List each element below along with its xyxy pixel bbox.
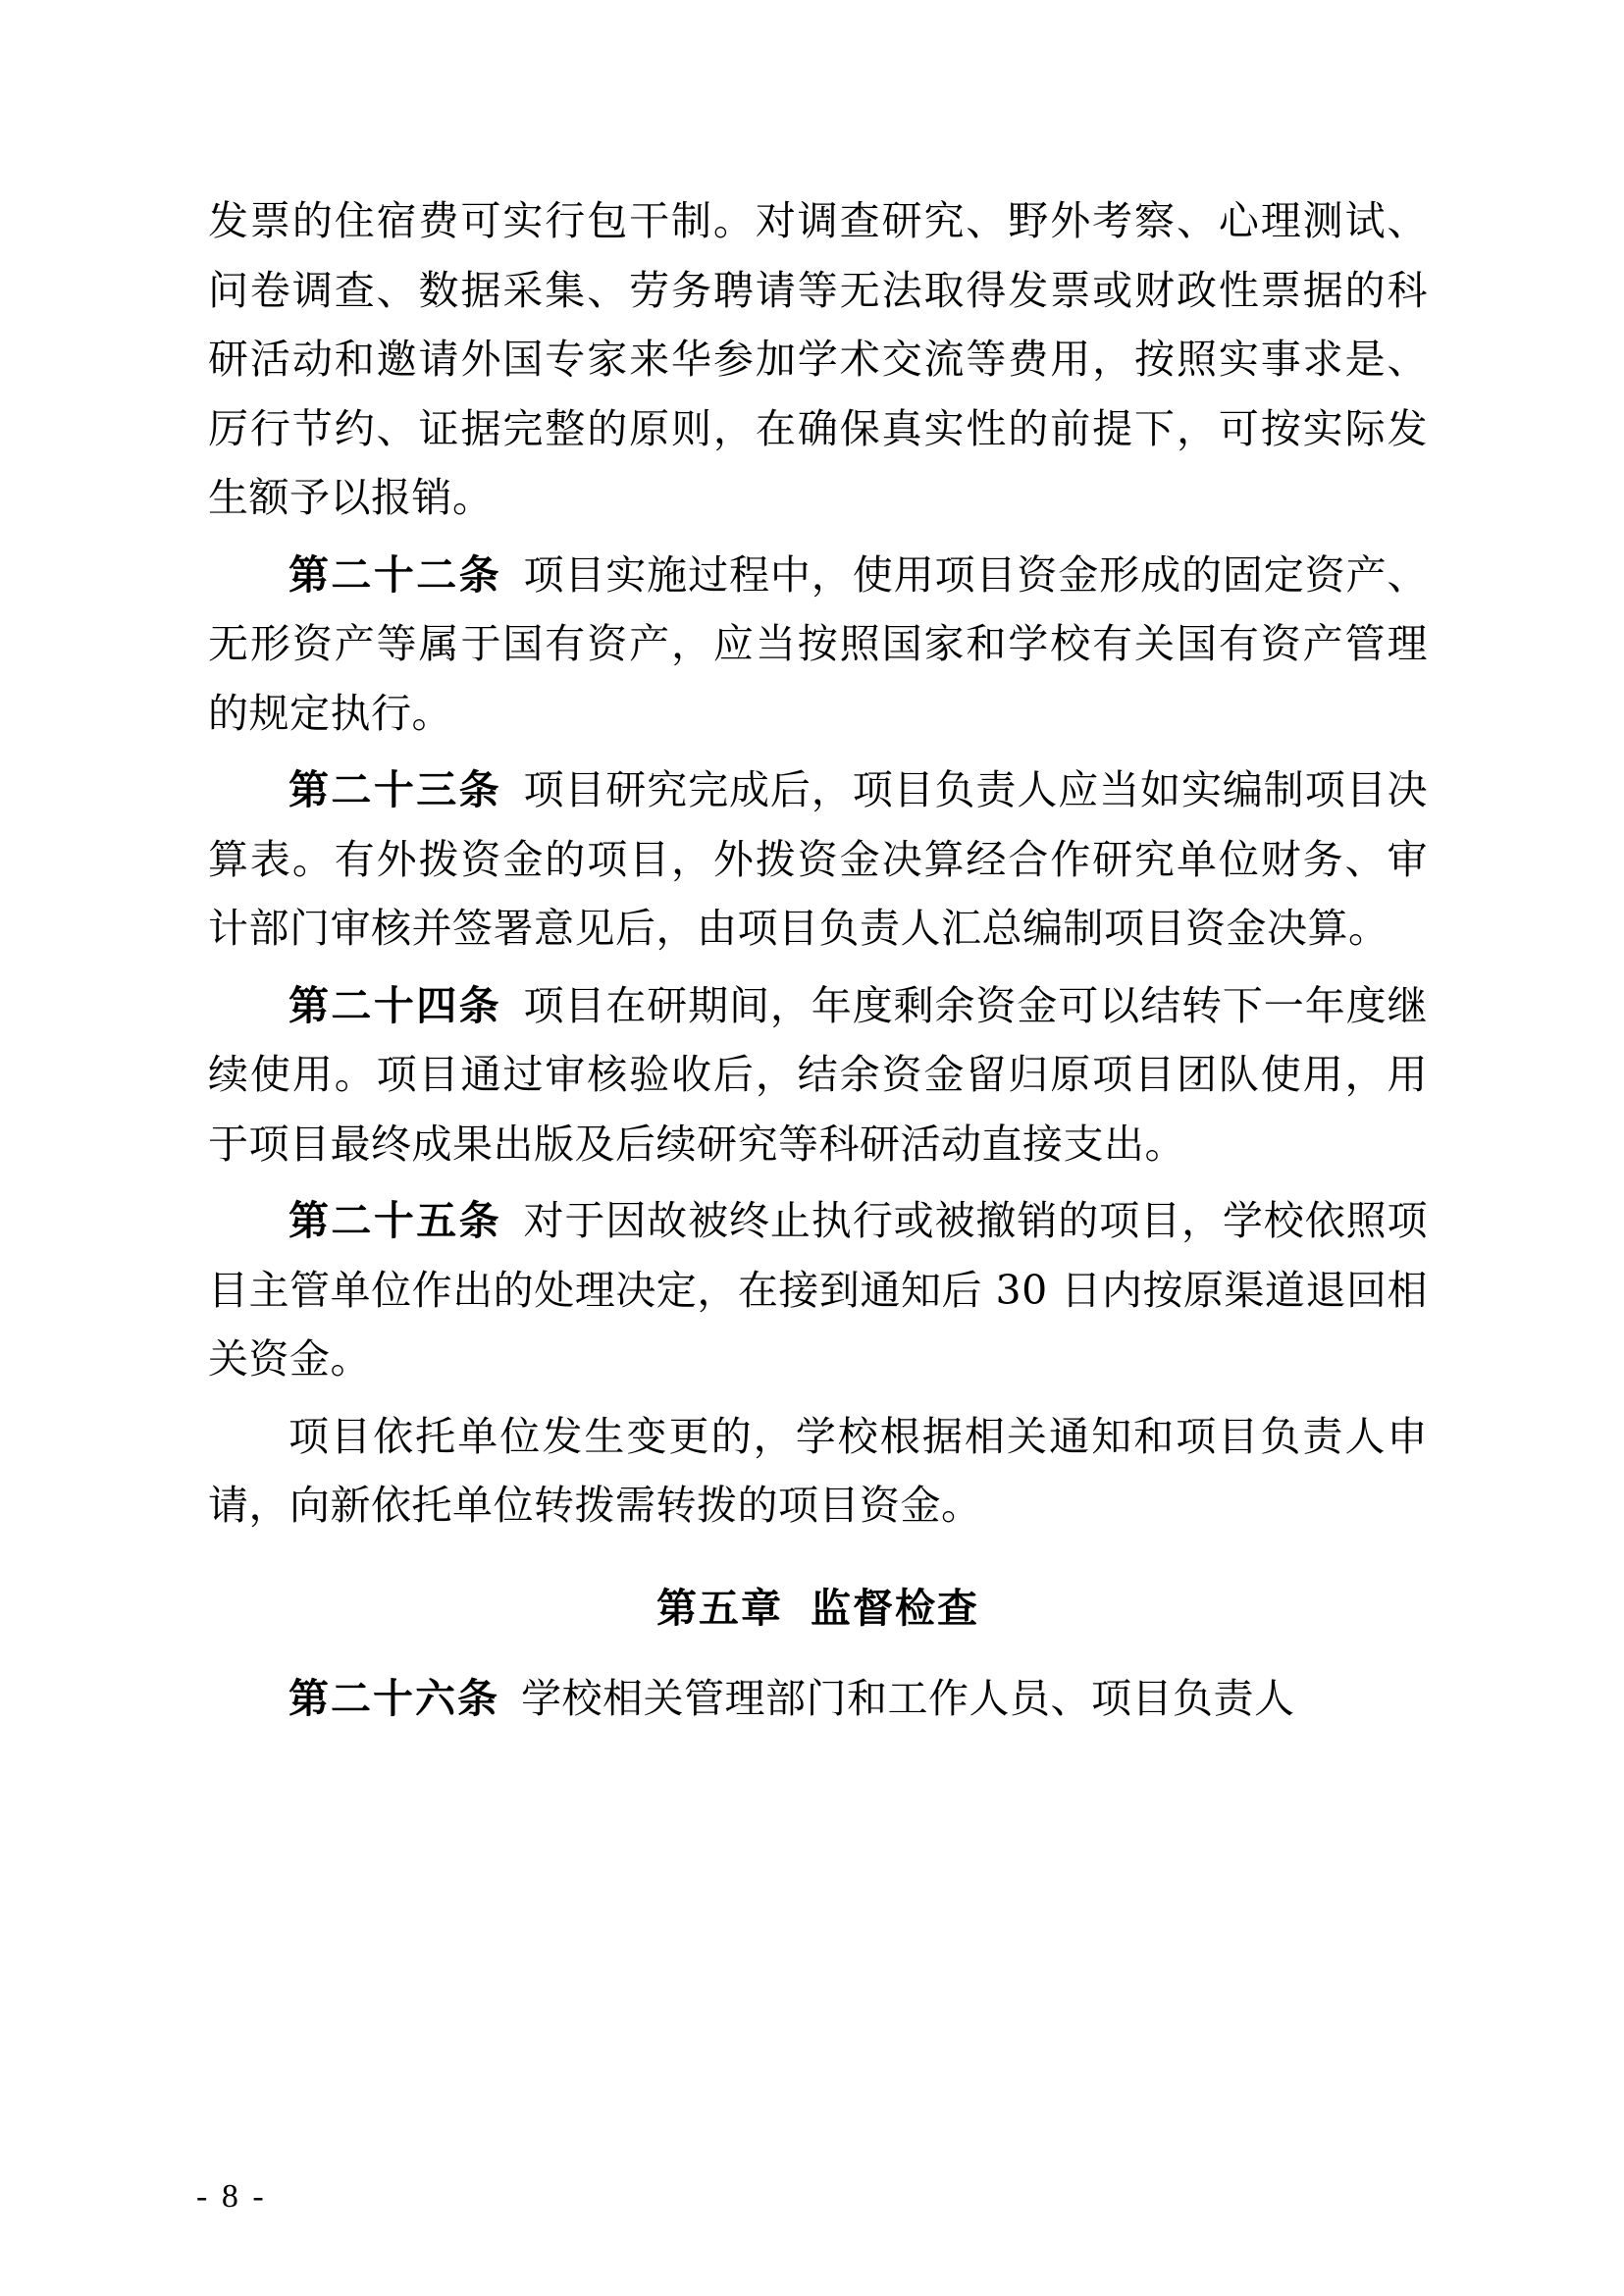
paragraph: [208, 971, 1428, 1179]
paragraph-text: 发票的住宿费可实行包干制。对调查研究、野外考察、心理测试、问卷调查、数据采集、劳务聘请等无法取得发票或财政性票据的科研活动和邀请外国专家来华参加学术交流等费用，按照实事求是、厉行节约、证据完整的原则，在确保真实性的前提下，可按实际发生额予以报销。: [208, 197, 1428, 522]
article-label: 第二十四条: [288, 981, 502, 1029]
paragraph: [208, 186, 1428, 533]
paragraph-text: 项目在研期间，年度剩余资金可以结转下一年度继续使用。项目通过审核验收后，结余资金留归原项目团队使用，用于项目最终成果出版及后续研究等科研活动直接支出。: [208, 981, 1429, 1168]
paragraph: [208, 1186, 1428, 1394]
chapter-heading: [208, 1574, 1428, 1644]
paragraph-text: 学校相关管理部门和工作人员、项目负责人: [521, 1675, 1295, 1723]
paragraph: [208, 541, 1428, 749]
document-body: [208, 186, 1428, 1734]
article-label: 第二十三条: [288, 766, 502, 814]
article-label: 第二十六条: [288, 1675, 499, 1723]
paragraph-text: 对于因故被终止执行或被撤销的项目，学校依照项目主管单位作出的处理决定，在接到通知后 30 日内按原渠道退回相关资金。: [208, 1197, 1429, 1383]
paragraph: [208, 756, 1428, 964]
paragraph: [208, 1402, 1428, 1540]
article-label: 第二十二条: [288, 550, 502, 599]
paragraph-text: 项目研究完成后，项目负责人应当如实编制项目决算表。有外拨资金的项目，外拨资金决算经合作研究单位财务、审计部门审核并签署意见后，由项目负责人汇总编制项目资金决算。: [208, 766, 1429, 953]
paragraph: [208, 1664, 1428, 1734]
article-label: 第二十五条: [288, 1197, 502, 1245]
paragraph-text: 项目实施过程中，使用项目资金形成的固定资产、无形资产等属于国有资产，应当按照国家和学校有关国有资产管理的规定执行。: [208, 550, 1429, 737]
chapter-number: 第五章: [656, 1584, 783, 1632]
paragraph-text: 项目依托单位发生变更的，学校根据相关通知和项目负责人申请，向新依托单位转拨需转拨的项目资金。: [208, 1412, 1428, 1530]
chapter-title: 监督检查: [811, 1584, 979, 1632]
page-number: - 8 -: [196, 2178, 267, 2215]
